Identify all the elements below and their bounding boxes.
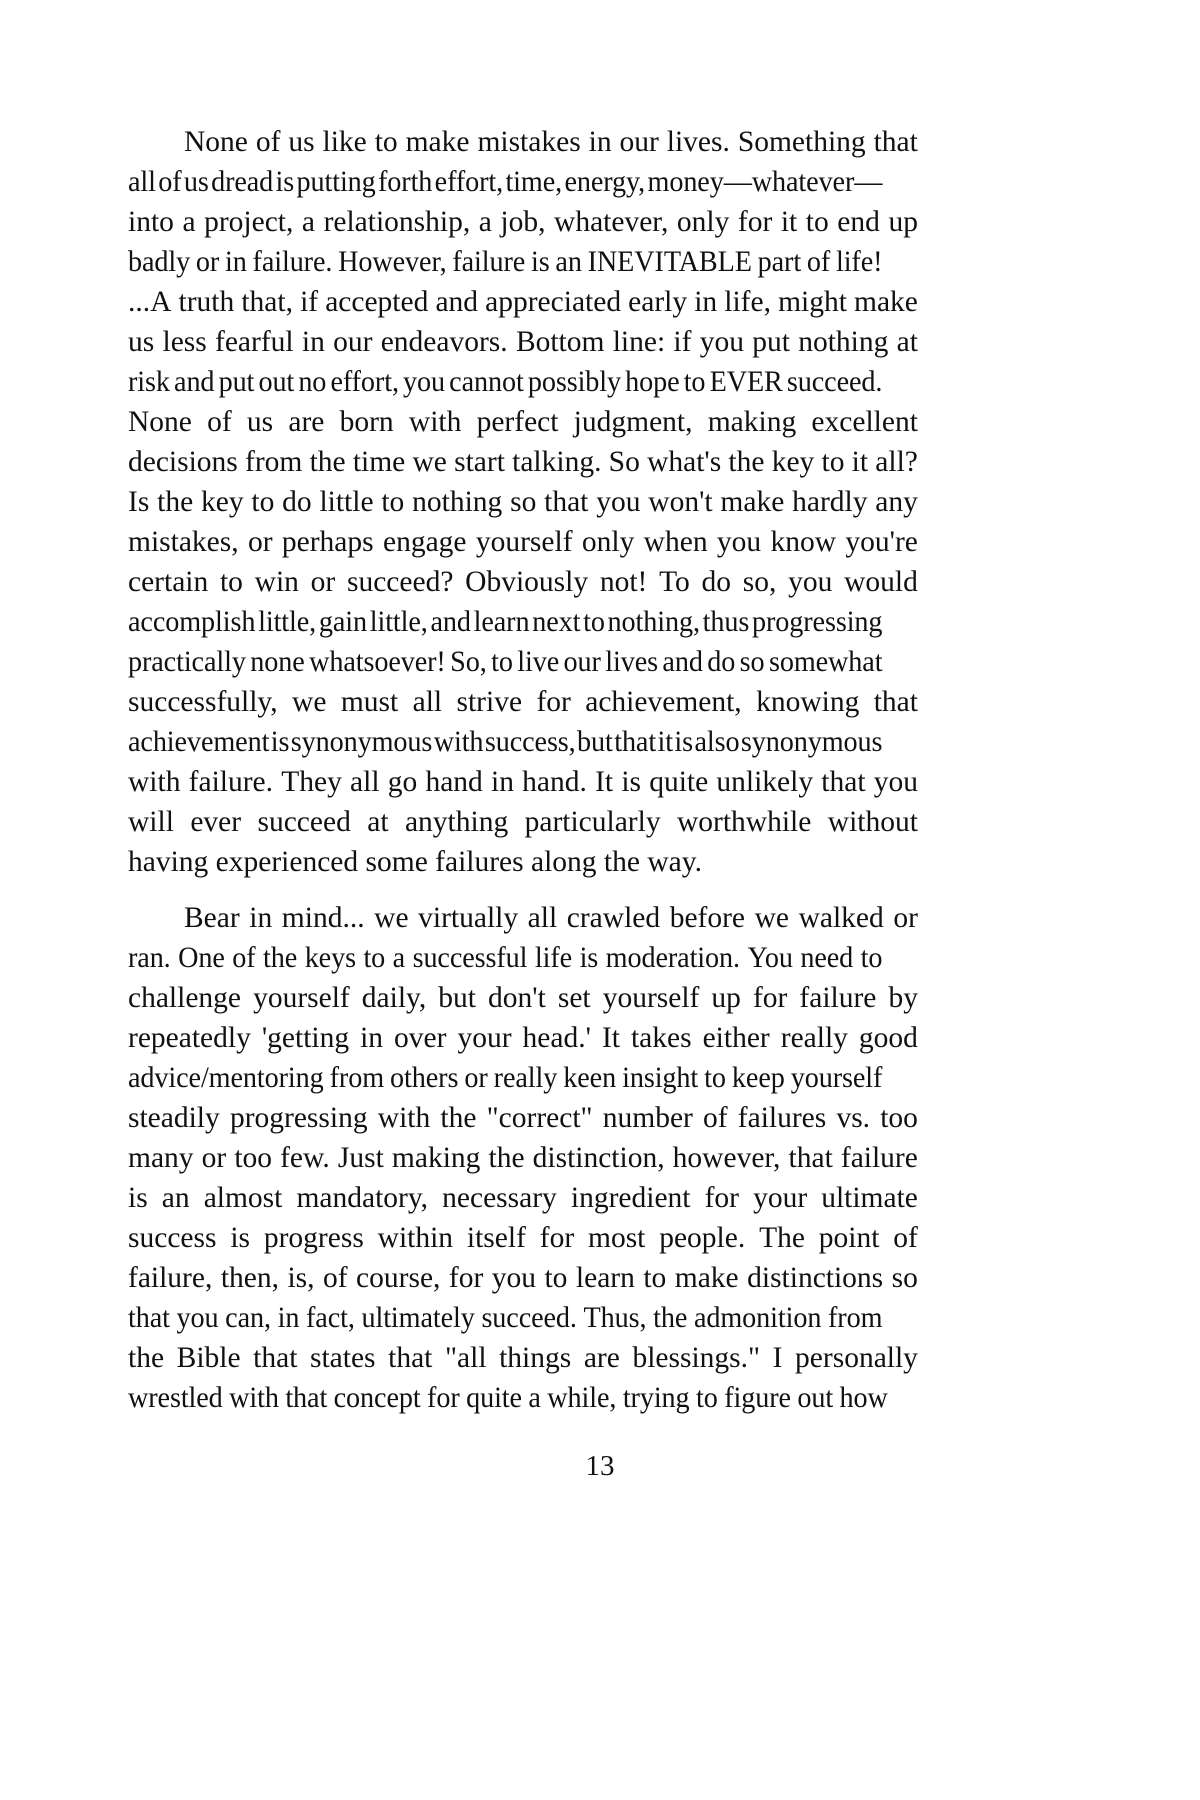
text-line: challenge yourself daily, but don't set yourself up for failure by — [128, 982, 918, 1014]
text-line: that you can, in fact, ultimately succeed. Thus, the admonition from — [128, 1302, 883, 1334]
paragraph-2 — [128, 898, 918, 1418]
text-line: many or too few. Just making the distinction, however, that failure — [128, 1142, 918, 1174]
text-line: wrestled with that concept for quite a while, trying to figure out how — [128, 1382, 888, 1414]
text-line: with failure. They all go hand in hand. It is quite unlikely that you — [128, 766, 918, 798]
text-line: accomplish little, gain little, and learn next to nothing, thus progressing — [128, 606, 883, 638]
text-line: Is the key to do little to nothing so that you won't make hardly any — [128, 486, 918, 518]
text-line: is an almost mandatory, necessary ingredient for your ultimate — [128, 1182, 918, 1214]
text-line: achievement is synonymous with success, but that it is also synonymous — [128, 726, 883, 758]
text-line: advice/mentoring from others or really keen insight to keep yourself — [128, 1062, 883, 1094]
text-line: None of us are born with perfect judgment, making excellent — [128, 406, 918, 438]
text-line: mistakes, or perhaps engage yourself only when you know you're — [128, 526, 918, 558]
text-line: us less fearful in our endeavors. Bottom line: if you put nothing at — [128, 326, 918, 358]
text-line: repeatedly 'getting in over your head.' It takes either really good — [128, 1022, 918, 1054]
paragraph-1 — [128, 122, 918, 882]
text-line: the Bible that states that "all things are blessings." I personally — [128, 1342, 918, 1374]
text-line: having experienced some failures along the way. — [128, 846, 702, 878]
text-line: practically none whatsoever! So, to live our lives and do so somewhat — [128, 646, 883, 678]
text-line: None of us like to make mistakes in our lives. Something that — [184, 126, 918, 158]
text-line: all of us dread is putting forth effort, time, energy, money—whatever— — [128, 166, 883, 198]
text-line: success is progress within itself for most people. The point of — [128, 1222, 918, 1254]
text-line: failure, then, is, of course, for you to learn to make distinctions so — [128, 1262, 918, 1294]
text-line: ...A truth that, if accepted and appreciated early in life, might make — [128, 286, 918, 318]
page-text-block — [128, 122, 918, 1418]
text-line: decisions from the time we start talking. So what's the key to it all? — [128, 446, 918, 478]
text-line: badly or in failure. However, failure is an INEVITABLE part of life! — [128, 246, 883, 278]
text-line: ran. One of the keys to a successful life is moderation. You need to — [128, 942, 883, 974]
page-number: 13 — [585, 1450, 615, 1482]
text-line: into a project, a relationship, a job, whatever, only for it to end up — [128, 206, 918, 238]
text-line: Bear in mind... we virtually all crawled before we walked or — [184, 902, 918, 934]
text-line: risk and put out no effort, you cannot possibly hope to EVER succeed. — [128, 366, 883, 398]
text-line: steadily progressing with the "correct" number of failures vs. too — [128, 1102, 918, 1134]
text-line: successfully, we must all strive for achievement, knowing that — [128, 686, 918, 718]
text-line: will ever succeed at anything particularly worthwhile without — [128, 806, 918, 838]
text-line: certain to win or succeed? Obviously not! To do so, you would — [128, 566, 918, 598]
